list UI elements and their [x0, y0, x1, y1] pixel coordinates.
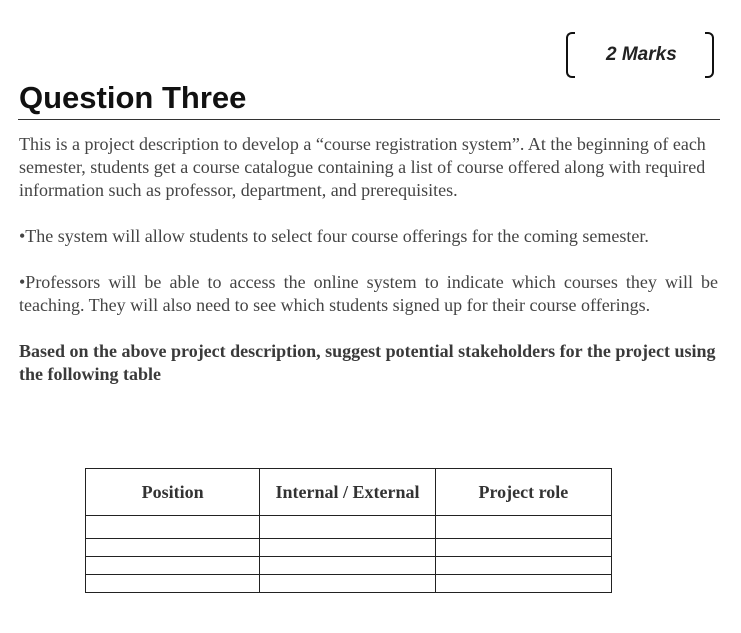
table-row: [86, 557, 612, 575]
table-row: [86, 516, 612, 539]
question-title: Question Three: [19, 80, 247, 115]
table-row: [86, 539, 612, 557]
title-divider: [18, 119, 720, 120]
table-cell[interactable]: [260, 557, 435, 575]
table-cell[interactable]: [86, 575, 260, 593]
table-cell[interactable]: [435, 516, 611, 539]
table-cell[interactable]: [86, 516, 260, 539]
table-row: [86, 575, 612, 593]
table-cell[interactable]: [260, 575, 435, 593]
instruction-paragraph: Based on the above project description, suggest potential stakeholders for the project using the following table: [19, 341, 716, 384]
intro-paragraph: This is a project description to develop a “course registration system”. At the beginning of each semester, students get a course catalogue containing a list of course offered along with required information such as professor, department, and prerequisites.: [19, 134, 706, 200]
table-cell[interactable]: [260, 539, 435, 557]
table-header-row: [86, 469, 612, 516]
table-cell[interactable]: [86, 557, 260, 575]
table-cell[interactable]: [86, 539, 260, 557]
marks-indicator: [566, 32, 716, 78]
table-cell[interactable]: [435, 557, 611, 575]
question-body: [19, 133, 718, 409]
column-header-position: Position: [86, 469, 260, 516]
right-bracket-icon: [705, 32, 714, 78]
column-header-project-role: Project role: [435, 469, 611, 516]
table-cell[interactable]: [435, 575, 611, 593]
marks-label: 2 Marks: [606, 44, 677, 65]
table-cell[interactable]: [435, 539, 611, 557]
bullet-paragraph: •Professors will be able to access the online system to indicate which courses they will be teaching. They will also need to see which students signed up for their course offerings.: [19, 272, 718, 315]
stakeholders-table: [85, 468, 612, 593]
column-header-internal-external: Internal / External: [260, 469, 435, 516]
left-bracket-icon: [566, 32, 575, 78]
table-cell[interactable]: [260, 516, 435, 539]
bullet-paragraph: •The system will allow students to select four course offerings for the coming semester.: [19, 226, 649, 246]
